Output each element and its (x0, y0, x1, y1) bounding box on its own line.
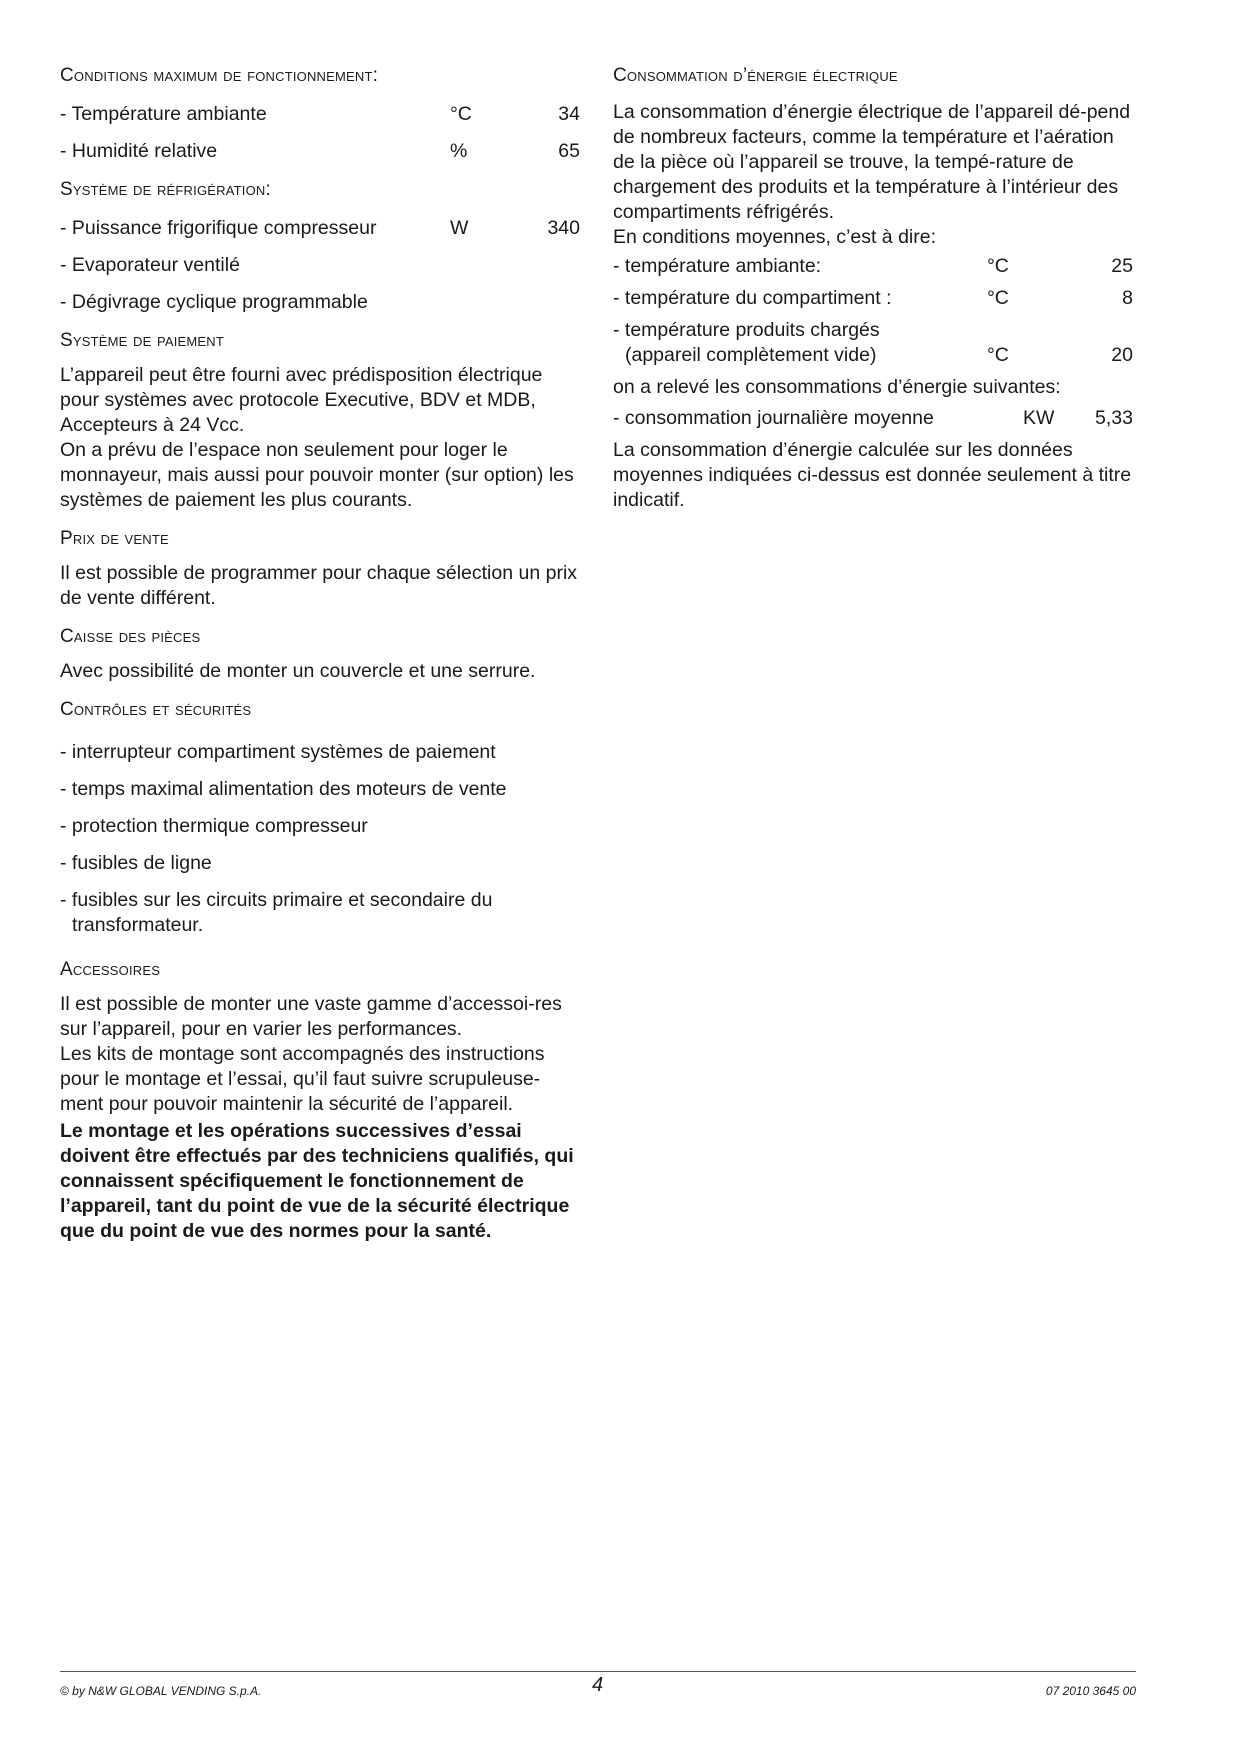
spec-label: - Température ambiante (60, 103, 267, 125)
paragraph: La consommation d’énergie électrique de l’appareil dé-pend de nombreux facteurs, comme la température et l’aération de la pièce où l’appareil se trouve, la tempé-rature de chargement des produits et la température à l’intérieur des compartiments réfrigérés. (613, 101, 1131, 223)
section-title: Prix de vente (60, 528, 169, 549)
spec-label: - Puissance frigorifique compresseur (60, 217, 377, 239)
list-item: - interrupteur compartiment systèmes de paiement (60, 741, 496, 763)
right-column (613, 64, 1133, 527)
list-item-continuation: transformateur. (72, 914, 204, 936)
section-title: Caisse des pièces (60, 626, 201, 647)
list-item (60, 888, 580, 938)
list-item (60, 253, 580, 278)
paragraph: on a relevé les consommations d’énergie suivantes: (613, 376, 1061, 398)
list-item-text: - Evaporateur ventilé (60, 254, 240, 276)
accessories-section (60, 958, 580, 1244)
paragraph: On a prévu de l’espace non seulement pour loger le monnayeur, mais aussi pour pouvoir monter (sur option) les systèmes de paiement les plus courants. (60, 439, 574, 511)
paragraph: La consommation d’énergie calculée sur les données moyennes indiquées ci-dessus est donnée seulement à titre indicatif. (613, 439, 1132, 511)
spec-label: (appareil complètement vide) (625, 344, 877, 366)
paragraph: L’appareil peut être fourni avec prédisposition électrique pour systèmes avec protocole Executive, BDV et MDB, Accepteurs à 24 Vcc. (60, 364, 543, 436)
spec-value: 8 (1122, 287, 1133, 309)
paragraph: Il est possible de programmer pour chaque sélection un prix de vente différent. (60, 562, 578, 609)
document-code: 07 2010 3645 00 (1045, 1684, 1136, 1698)
list-item: - protection thermique compresseur (60, 815, 368, 837)
section-title: Accessoires (60, 959, 161, 980)
spec-value: 5,33 (1095, 407, 1133, 429)
spec-row (613, 406, 1133, 431)
list-item: - temps maximal alimentation des moteurs de vente (60, 778, 507, 800)
spec-value: 65 (558, 140, 580, 162)
controls-section (60, 698, 580, 938)
spec-unit: °C (987, 344, 1009, 366)
paragraph: En conditions moyennes, c’est à dire: (613, 226, 937, 248)
copyright-text: © by N&W GLOBAL VENDING S.p.A. (60, 1684, 262, 1698)
spec-label: - température du compartiment : (613, 287, 892, 309)
spec-value: 34 (558, 103, 580, 125)
page-number: 4 (592, 1674, 604, 1696)
warning-paragraph: Le montage et les opérations successives d’essai doivent être effectués par des techniciens qualifiés, qui connaissent spécifiquement le fonctionnement de l’appareil, tant du point de vue de la sécurité électrique que du point de vue des normes pour la santé. (60, 1120, 574, 1242)
footer-divider (60, 1671, 1136, 1672)
list-item (60, 290, 580, 315)
spec-value: 340 (547, 217, 580, 239)
section-title: Système de paiement (60, 330, 225, 351)
paragraph: Les kits de montage sont accompagnés des instructions pour le montage et l’essai, qu’il faut suivre scrupuleuse-ment pour pouvoir maintenir la sécurité de l’appareil. (60, 1043, 545, 1115)
max-conditions-section (60, 64, 580, 164)
spec-label: - Humidité relative (60, 140, 218, 162)
spec-unit: KW (1023, 407, 1055, 429)
spec-unit: % (450, 140, 468, 162)
section-title: Conditions maximum de fonctionnement: (60, 65, 379, 86)
section-title: Consommation d’énergie électrique (613, 65, 898, 86)
spec-row (60, 102, 580, 127)
spec-row (60, 216, 580, 241)
left-column (60, 64, 580, 1258)
spec-value: 25 (1111, 255, 1133, 277)
coinbox-section (60, 625, 580, 684)
spec-row (613, 286, 1133, 311)
list-item-text: - fusibles sur les circuits primaire et secondaire du (60, 889, 493, 911)
spec-unit: °C (987, 287, 1009, 309)
section-title: Contrôles et sécurités (60, 699, 252, 720)
list-item: - fusibles de ligne (60, 852, 212, 874)
paragraph: Avec possibilité de monter un couvercle et une serrure. (60, 660, 536, 682)
price-section (60, 527, 580, 611)
spec-label: - température ambiante: (613, 255, 822, 277)
spec-row-label-line: - température produits chargés (613, 319, 880, 341)
spec-row (613, 343, 1133, 368)
paragraph: Il est possible de monter une vaste gamme d’accessoi-res sur l’appareil, pour en varier les performances. (60, 993, 562, 1040)
spec-unit: °C (450, 103, 472, 125)
spec-row (613, 254, 1133, 279)
refrigeration-section (60, 178, 580, 315)
section-title: Système de réfrigération: (60, 179, 271, 200)
energy-section (613, 64, 1133, 513)
payment-section (60, 329, 580, 513)
spec-unit: W (450, 217, 469, 239)
spec-row (60, 139, 580, 164)
spec-label: - consommation journalière moyenne (613, 407, 934, 429)
spec-value: 20 (1111, 344, 1133, 366)
spec-unit: °C (987, 255, 1009, 277)
list-item-text: - Dégivrage cyclique programmable (60, 291, 368, 313)
